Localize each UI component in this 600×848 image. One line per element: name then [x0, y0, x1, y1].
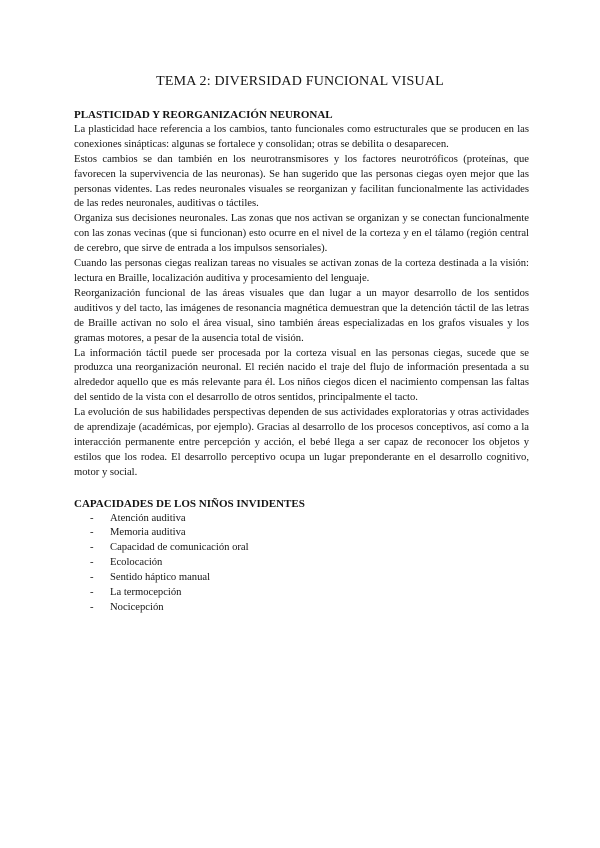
list-item-text: Memoria auditiva — [110, 527, 186, 539]
bullet-dash: - — [90, 557, 94, 569]
bullet-dash: - — [90, 602, 94, 613]
bullet-dash: - — [90, 512, 94, 524]
section-heading-plasticidad: PLASTICIDAD Y REORGANIZACIÓN NEURONAL — [74, 109, 333, 121]
document-body — [74, 108, 529, 616]
paragraph: La evolución de sus habilidades perspectivas dependen de sus actividades exploratorias y otras actividades de aprendizaje (académicas, por ejemplo). Gracias al desarrollo de los procesos conceptivos, así como a la interacción permanente entre percepción y acción, el bebé llega a ser capaz de reconocer los objetos y estilos que los rodea. El desarrollo perceptivo ocupa un lugar preponderante en el desarrollo cognitivo, motor y social. — [74, 407, 529, 478]
list-item — [74, 601, 529, 616]
bullet-dash: - — [90, 527, 94, 539]
paragraph: Reorganización funcional de las áreas visuales que dan lugar a un mayor desarrollo de los sentidos auditivos y del tacto, las imágenes de resonancia magnética demuestran que la detención táctil de las letras de Braille activan no solo el área visual, sino también áreas especializadas en los grafos visuales y los gramas motores, a pesar de la ausencia total de visión. — [74, 287, 529, 344]
list-item-text: La termocepción — [110, 587, 182, 599]
list-item — [74, 571, 529, 586]
list-item-text: Nocicepción — [110, 602, 164, 613]
paragraph: Cuando las personas ciegas realizan tareas no visuales se activan zonas de la corteza destinada a la visión: lectura en Braille, localización auditiva y procesamiento del lenguaje. — [74, 258, 529, 284]
list-item — [74, 541, 529, 556]
list-item — [74, 526, 529, 541]
bullet-dash: - — [90, 587, 94, 599]
bullet-dash: - — [90, 542, 94, 554]
list-item — [74, 512, 529, 527]
paragraph: La plasticidad hace referencia a los cambios, tanto funcionales como estructurales que se producen en las conexiones sinápticas: algunas se fortalece y consolidan; otras se debilita o desaparecen. — [74, 123, 529, 150]
page-title: TEMA 2: DIVERSIDAD FUNCIONAL VISUAL — [156, 74, 444, 89]
list-item-text: Atención auditiva — [110, 512, 186, 524]
list-item-text: Ecolocación — [110, 557, 163, 569]
paragraph: Organiza sus decisiones neuronales. Las zonas que nos activan se organizan y se conectan funcionalmente con las zonas vecinas (que si funcionan) esto ocurre en el nivel de la corteza y en el tálamo (región central de cerebro, que sirve de entrada a los impulsos sensoriales). — [74, 213, 529, 255]
list-item — [74, 556, 529, 571]
capacities-list — [74, 512, 529, 616]
list-item-text: Sentido háptico manual — [110, 572, 211, 584]
paragraph: La información táctil puede ser procesada por la corteza visual en las personas ciegas, sucede que se produzca una reorganización neuronal. El recién nacido el traje del flujo de información presentada a su alrededor aquello que es más relevante para él. Los niños ciegos dicen el nacimiento compensan las faltas del sentido de la vista con el desarrollo de otros sentidos, principalmente el tacto. — [74, 347, 529, 404]
bullet-dash: - — [90, 572, 94, 584]
paragraph: Estos cambios se dan también en los neurotransmisores y los factores neurotróficos (proteínas, que favorecen la supervivencia de las neuronas). Se han sugerido que las personas ciegas oyen mejor que las personas videntes. Las redes neuronales visuales se reorganizan y facilitan funcionalmente las actividades de las redes neuronales, auditivas o táctiles. — [74, 153, 529, 210]
list-item-text: Capacidad de comunicación oral — [110, 542, 249, 554]
list-item — [74, 586, 529, 601]
section-heading-capacidades: CAPACIDADES DE LOS NIÑOS INVIDENTES — [74, 497, 305, 510]
